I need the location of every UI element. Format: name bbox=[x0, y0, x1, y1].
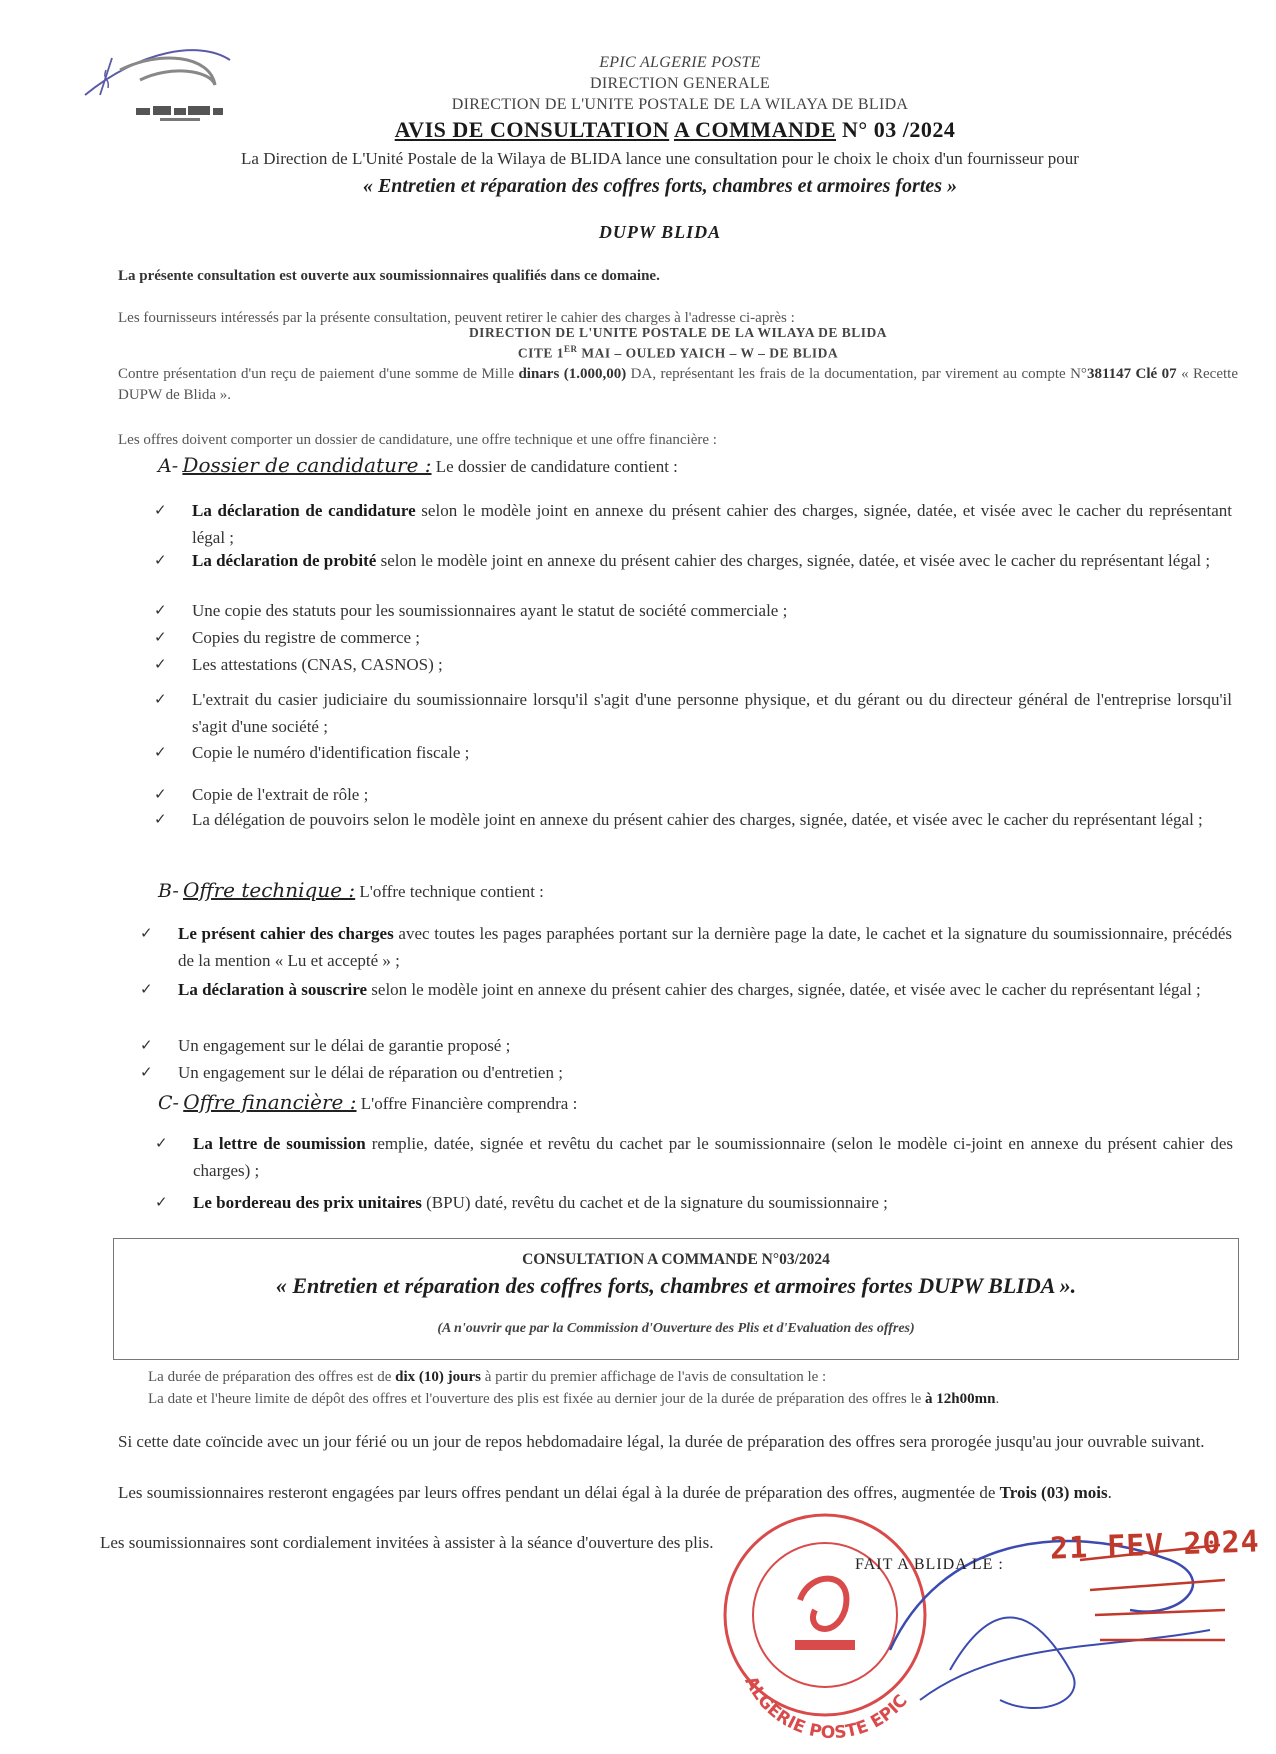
payment-text: Contre présentation d'un reçu de paiement d'une somme de Mille dinars (1.000,00) DA, représentant les frais de la documentation, par virement au compte N°381147 Clé 07 « Recette DUPW de Blida ». bbox=[118, 366, 1238, 403]
header-unit: DIRECTION DE L'UNITE POSTALE DE LA WILAYA DE BLIDA bbox=[451, 96, 909, 113]
open-notice: La présente consultation est ouverte aux soumissionnaires qualifiés dans ce domaine. bbox=[118, 268, 660, 284]
check-icon: ✓ bbox=[155, 1193, 168, 1211]
list-item: ✓ Les attestations (CNAS, CASNOS) ; bbox=[192, 651, 1232, 678]
check-icon: ✓ bbox=[154, 785, 167, 803]
list-item: ✓ Le présent cahier des charges avec toutes les pages paraphées portant sur la dernière page la date, le cachet et la signature du soumissionnaire, précédés de la mention « Lu et accepté » ; bbox=[178, 920, 1232, 974]
check-icon: ✓ bbox=[140, 980, 153, 998]
address-line2: CITE 1ER MAI – OULED YAICH – W – DE BLIDA bbox=[517, 344, 839, 361]
box-subject: « Entretien et réparation des coffres forts, chambres et armoires fortes DUPW BLIDA ». bbox=[275, 1273, 1077, 1298]
section-c-heading: C- Offre financière : L'offre Financière comprendra : bbox=[158, 1090, 578, 1114]
commitment-text: Les soumissionnaires resteront engagées par leurs offres pendant un délai égal à la durée de préparation des offres, augmentée de Trois (03) mois. bbox=[118, 1483, 1112, 1502]
check-icon: ✓ bbox=[154, 628, 167, 646]
list-item: ✓ La délégation de pouvoirs selon le modèle joint en annexe du présent cahier des charges, signée, datée, et visée avec le cacher du représentant légal ; bbox=[192, 806, 1232, 833]
check-icon: ✓ bbox=[140, 1063, 153, 1081]
list-item: ✓ Une copie des statuts pour les soumissionnaires ayant le statut de société commerciale ; bbox=[192, 597, 1232, 624]
dupw-title: DUPW BLIDA bbox=[598, 222, 722, 242]
fait-a-label: FAIT A BLIDA LE : bbox=[855, 1556, 1004, 1573]
list-item: ✓ Le bordereau des prix unitaires (BPU) daté, revêtu du cachet et de la signature du soumissionnaire ; bbox=[193, 1189, 1233, 1216]
envelope-box bbox=[113, 1238, 1239, 1360]
address-line1: DIRECTION DE L'UNITE POSTALE DE LA WILAYA DE BLIDA bbox=[468, 325, 888, 340]
holiday-text: Si cette date coïncide avec un jour férié ou un jour de repos hebdomadaire légal, la durée de préparation des offres sera prorogée jusqu'au jour ouvrable suivant. bbox=[118, 1432, 1205, 1451]
stamp-text: ALGERIE POSTE EPIC bbox=[740, 1673, 912, 1740]
list-item: ✓ La déclaration de probité selon le modèle joint en annexe du présent cahier des charges, signée, datée, et visée avec le cacher du représentant légal ; bbox=[192, 547, 1232, 574]
box-note: (A n'ouvrir que par la Commission d'Ouverture des Plis et d'Evaluation des offres) bbox=[437, 1321, 915, 1336]
check-icon: ✓ bbox=[154, 690, 167, 708]
check-icon: ✓ bbox=[140, 1036, 153, 1054]
check-icon: ✓ bbox=[154, 501, 167, 519]
check-icon: ✓ bbox=[154, 810, 167, 828]
offres-intro: Les offres doivent comporter un dossier de candidature, une offre technique et une offre financière : bbox=[118, 432, 717, 448]
check-icon: ✓ bbox=[154, 601, 167, 619]
invitation-text: Les soumissionnaires sont cordialement invitées à assister à la séance d'ouverture des plis. bbox=[100, 1533, 714, 1552]
box-title: CONSULTATION A COMMANDE N°03/2024 bbox=[522, 1251, 830, 1268]
intro-text: La Direction de L'Unité Postale de la Wilaya de BLIDA lance une consultation pour le choix le choix d'un fournisseur pour bbox=[241, 149, 1079, 168]
retire-text: Les fournisseurs intéressés par la présente consultation, peuvent retirer le cahier des charges à l'adresse ci-après : bbox=[118, 310, 795, 326]
date-stamp: 21 FEV 2024 bbox=[1049, 1524, 1261, 1567]
list-item: ✓ Copie de l'extrait de rôle ; bbox=[192, 781, 1232, 808]
deadline-text: La date et l'heure limite de dépôt des offres et l'ouverture des plis est fixée au dernier jour de la durée de préparation des offres le à 12h00mn. bbox=[148, 1391, 1000, 1407]
section-a-heading: A- Dossier de candidature : Le dossier de candidature contient : bbox=[158, 453, 678, 477]
list-item: ✓ Un engagement sur le délai de garantie proposé ; bbox=[178, 1032, 1232, 1059]
list-item: ✓ Copies du registre de commerce ; bbox=[192, 624, 1232, 651]
check-icon: ✓ bbox=[154, 655, 167, 673]
check-icon: ✓ bbox=[140, 924, 153, 942]
duration-text: La durée de préparation des offres est de dix (10) jours à partir du premier affichage de l'avis de consultation le : bbox=[148, 1369, 827, 1385]
check-icon: ✓ bbox=[154, 551, 167, 569]
check-icon: ✓ bbox=[155, 1134, 168, 1152]
list-item: ✓ La déclaration à souscrire selon le modèle joint en annexe du présent cahier des charges, signée, datée, et visée avec le cacher du représentant légal ; bbox=[178, 976, 1232, 1003]
header-org: EPIC ALGERIE POSTE bbox=[599, 54, 761, 71]
section-b-heading: B- Offre technique : L'offre technique contient : bbox=[158, 878, 544, 902]
title-part2: A COMMANDE bbox=[673, 117, 837, 142]
header-direction: DIRECTION GENERALE bbox=[589, 75, 771, 92]
title-part1: AVIS DE CONSULTATION bbox=[394, 117, 670, 142]
title-part3: N° 03 /2024 bbox=[842, 117, 956, 142]
check-icon: ✓ bbox=[154, 743, 167, 761]
subject-title: « Entretien et réparation des coffres forts, chambres et armoires fortes » bbox=[362, 175, 958, 197]
page-title bbox=[280, 117, 1070, 143]
list-item: ✓ La lettre de soumission remplie, datée, signée et revêtu du cachet par le soumissionnaire (selon le modèle ci-joint en annexe du présent cahier des charges) ; bbox=[193, 1130, 1233, 1184]
list-item: ✓ La déclaration de candidature selon le modèle joint en annexe du présent cahier des charges, signée, datée, et visée avec le cacher du représentant légal ; bbox=[192, 497, 1232, 551]
list-item: ✓ Copie le numéro d'identification fiscale ; bbox=[192, 739, 1232, 766]
list-item: ✓ L'extrait du casier judiciaire du soumissionnaire lorsqu'il s'agit d'une personne physique, et du gérant ou du directeur général de l'entreprise lorsqu'il s'agit d'une société ; bbox=[192, 686, 1232, 740]
list-item: ✓ Un engagement sur le délai de réparation ou d'entretien ; bbox=[178, 1059, 1232, 1086]
